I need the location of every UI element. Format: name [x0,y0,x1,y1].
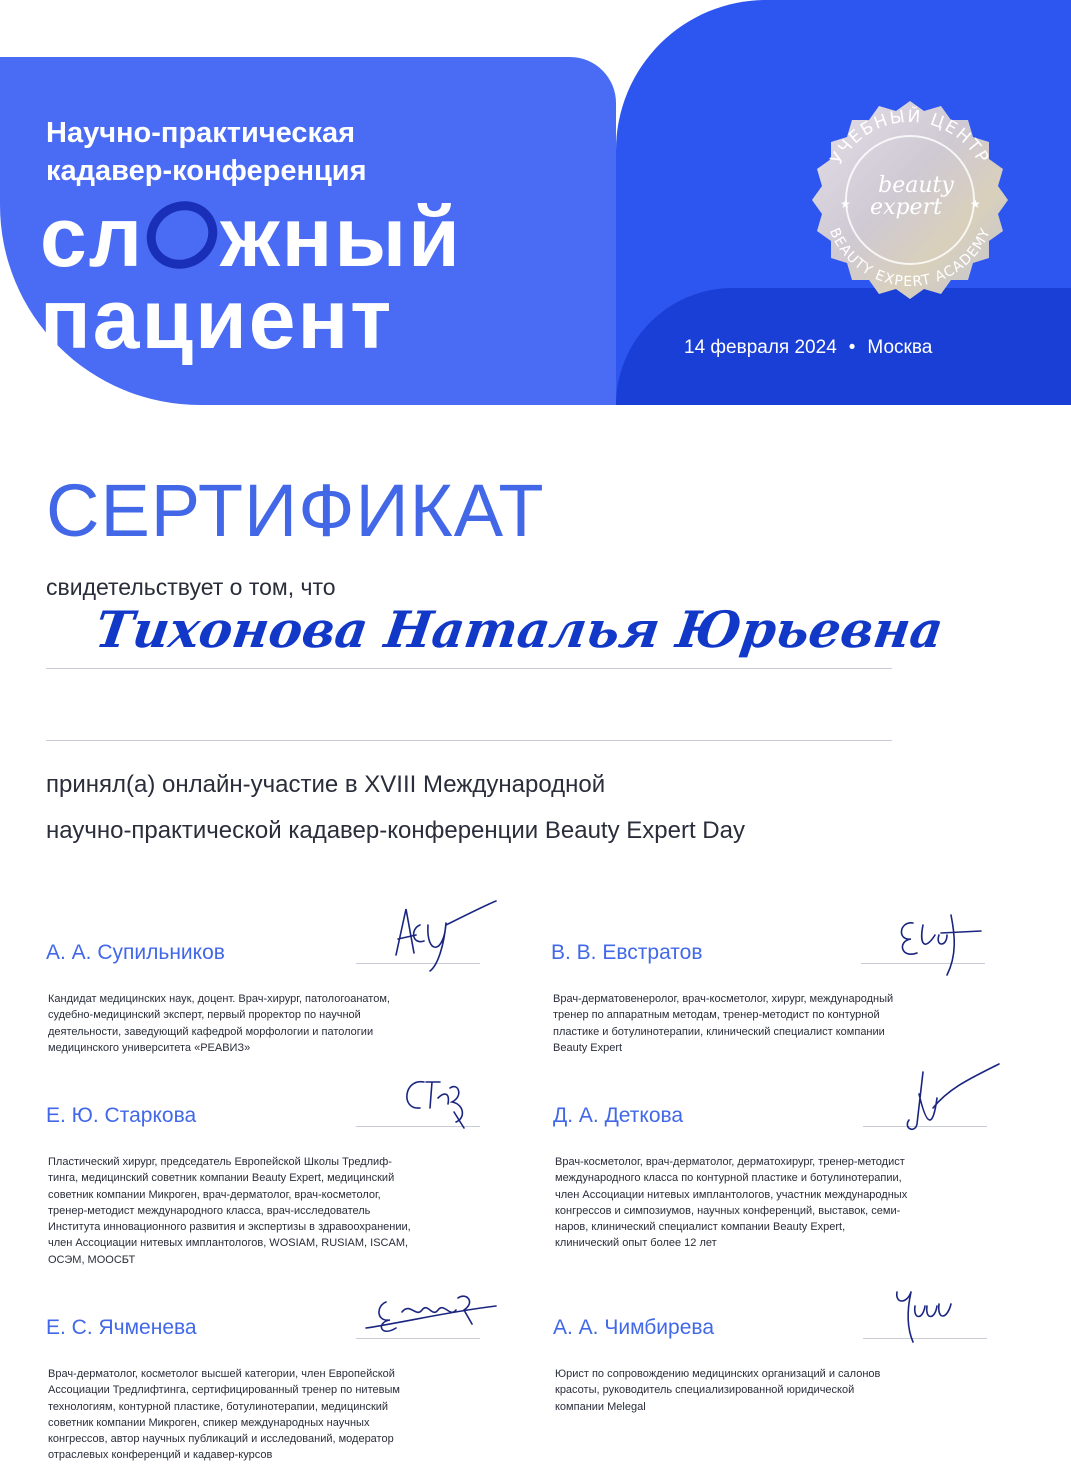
signatory-name: Е. Ю. Старкова [46,1104,197,1127]
seal-bottom-text: BEAUTY EXPERT ACADEMY [825,225,995,291]
signature-image [346,1270,496,1350]
divider [46,668,892,669]
signature-image [851,895,1001,975]
description-line: технологиям, контурной пластике, ботулинотерапии, медицинский [48,1400,389,1413]
description-line: конгрессов, автор научных публикаций и исследований, модератор [48,1433,394,1446]
conference-subtitle-line: кадавер-конференция [46,155,367,187]
signatory-name: В. В. Евстратов [551,941,703,964]
signature-image [853,1270,1003,1350]
description-line: тренер-методист международного класса, врач-исследователь [48,1204,371,1217]
title-fragment: сл [40,190,145,284]
description-line: Кандидат медицинских наук, доцент. Врач-хирург, патологоанатом, [48,993,390,1005]
conference-title-line-1 [40,190,600,284]
event-separator: • [848,337,856,358]
seal-brand-line-2: expert [870,195,942,220]
description-line: член Ассоциации нитевых имплантологов, участник международных [555,1188,908,1201]
description-line: Пластический хирург, председатель Европейской Школы Тредлиф- [48,1156,392,1168]
academy-seal [790,80,1030,320]
participation-line: научно-практической кадавер-конференции Beauty Expert Day [46,817,745,844]
description-line: Юрист по сопровождению медицинских организаций и салонов [555,1368,881,1380]
description-line: компании Melegal [555,1400,646,1413]
signature-image [346,1058,496,1138]
signatory-name: Д. А. Деткова [553,1104,684,1127]
recipient-name: Тихонова Наталья Юрьевна [91,600,947,659]
divider [46,740,892,741]
description-line: Института инновационного развития и экспертизы в здравоохранении, [48,1221,411,1234]
signatory-description [48,1366,488,1464]
conference-title [40,190,600,366]
event-date: 14 февраля 2024 [684,337,837,358]
signature-image [346,895,496,975]
description-line: международного класса по контурной пластике и ботулинотерапии, [555,1172,902,1185]
description-line: судебно-медицинский эксперт, первый проректор по научной [48,1009,361,1022]
conference-subtitle-line: Научно-практическая [46,117,356,149]
event-city: Москва [867,337,933,358]
signatory-name: А. А. Супильников [46,941,225,964]
description-line: отраслевых конференций и кадавер-курсов [48,1449,273,1462]
seal-top-text: УЧЕБНЫЙ ЦЕНТР [826,106,994,169]
description-line: Врач-косметолог, врач-дерматолог, дерматохирург, тренер-методист [555,1156,905,1168]
seal-star-icon: ★ [970,197,981,211]
description-line: пластике и ботулинотерапии, клинический специалист компании [553,1025,885,1038]
description-line: конгрессов и симпозиумов, научных конференций, выставок, семи- [555,1204,901,1217]
testifies-text: свидетельствует о том, что [46,574,336,600]
signature-image [853,1058,1003,1138]
signatory-description [48,1154,488,1268]
description-line: член Ассоциации нитевых имплантологов, WOSIAM, RUSIAM, ISCAM, [48,1237,409,1250]
description-line: советник компании Микроген, врач-дерматолог, врач-косметолог, [48,1188,381,1201]
description-line: тренер по аппаратным методам, тренер-методист по контурной [553,1009,880,1022]
signatory-description [555,1366,995,1415]
description-line: тинга, медицинский советник компании Beauty Expert, медицинский [48,1172,395,1185]
conference-title-line-2: пациент [40,272,394,366]
description-line: Врач-дерматовенеролог, врач-косметолог, хирург, международный [553,993,894,1005]
certificate-title: СЕРТИФИКАТ [46,469,545,552]
signatory-name: Е. С. Ячменева [46,1316,197,1339]
participation-text [46,762,946,854]
title-fragment: жный [220,190,462,284]
description-line: деятельности, заведующий кафедрой морфологии и патологии [48,1025,374,1038]
event-info [684,337,932,359]
logo-ring-icon [134,188,229,281]
signatory-name: А. А. Чимбирева [553,1316,714,1339]
seal-star-icon: ★ [840,197,851,211]
description-line: Ассоциации Тредлифтинга, сертифицированный тренер по нитевым [48,1384,400,1397]
description-line: советник компании Микроген, спикер международных научных [48,1416,370,1429]
conference-subtitle [46,114,566,190]
description-line: клинический опыт более 12 лет [555,1237,717,1250]
signatory-description [555,1154,995,1252]
seal-brand-line-1: beauty [878,173,954,198]
participation-line: принял(а) онлайн-участие в XVIII Международной [46,771,606,798]
signatory-description [48,991,488,1056]
description-line: красоты, руководитель специализированной юридической [555,1384,855,1397]
description-line: наров, клинический специалист компании Beauty Expert, [555,1221,846,1234]
description-line: медицинского университета «РЕАВИЗ» [48,1041,251,1054]
description-line: Beauty Expert [553,1041,623,1054]
signatory-description [553,991,993,1056]
description-line: ОСЭМ, МООСБТ [48,1253,136,1266]
description-line: Врач-дерматолог, косметолог высшей категории, член Европейской [48,1368,395,1380]
